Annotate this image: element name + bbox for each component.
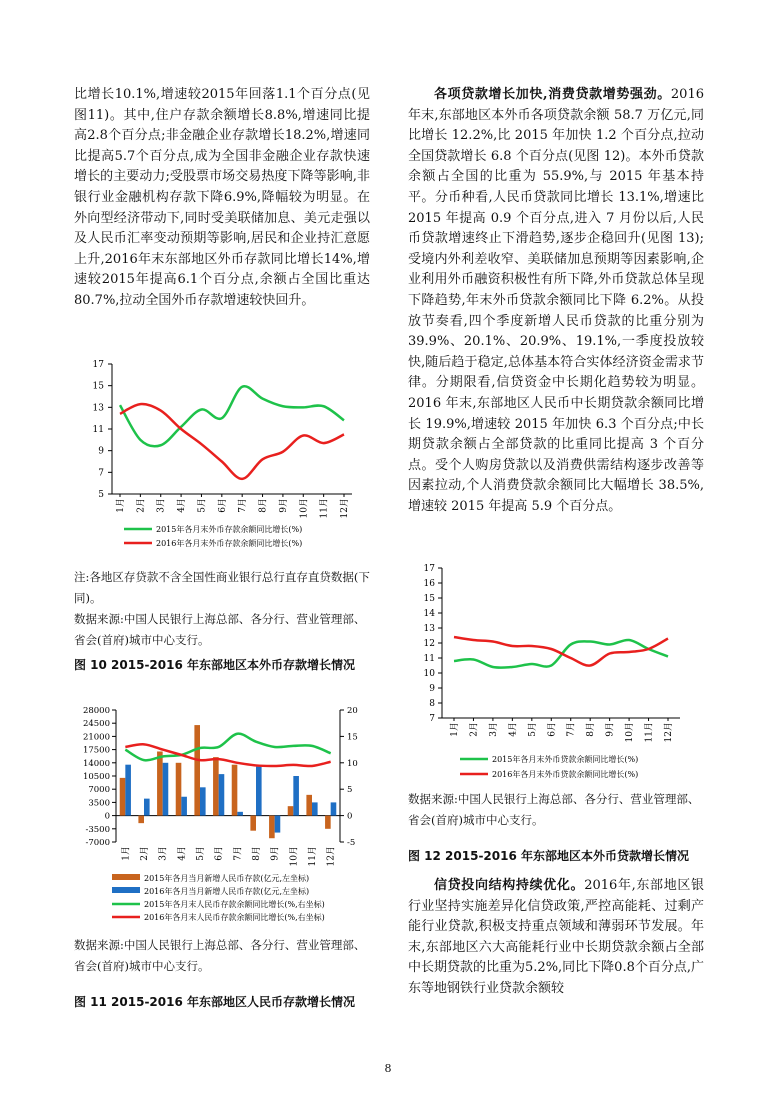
bar	[331, 802, 337, 815]
x-tick-label: 9月	[605, 722, 616, 737]
x-tick-label: 5月	[197, 498, 208, 513]
x-tick-label: 7月	[566, 722, 577, 737]
y-tick-label-right: -5	[347, 838, 356, 848]
bar	[293, 776, 299, 816]
y-tick-label: 17	[92, 360, 104, 370]
x-tick-label: 1月	[450, 722, 460, 737]
y-tick-label: 11	[92, 425, 104, 435]
y-tick-label: 7	[98, 468, 104, 479]
x-tick-label: 10月	[289, 846, 300, 867]
bar	[256, 767, 262, 816]
figure-11-caption: 图 11 2015-2016 年东部地区人民币存款增长情况	[74, 995, 356, 1009]
figure-note: 注:各地区存贷款不含全国性商业银行总行直存直贷数据(下同)。	[74, 570, 370, 605]
legend-label: 2016年各月末人民币存款余额同比增长(%,右坐标)	[144, 913, 325, 922]
y-tick-label-left: 17500	[82, 745, 110, 756]
bar	[138, 816, 144, 824]
bar	[181, 797, 187, 816]
x-tick-label: 2月	[469, 722, 480, 737]
x-tick-label: 6月	[214, 846, 225, 861]
y-tick-label: 11	[423, 654, 435, 664]
y-tick-label: 15	[423, 594, 435, 604]
legend-label: 2015年各月末人民币存款余额同比增长(%,右坐标)	[144, 900, 325, 909]
y-tick-label-right: 15	[347, 732, 358, 743]
y-tick-label-left: 7000	[88, 785, 110, 796]
x-tick-label: 6月	[547, 722, 558, 737]
data-source: 数据来源:中国人民银行上海总部、各分行、营业管理部、省会(首府)城市中心支行。	[74, 612, 366, 647]
chart-svg	[408, 560, 708, 785]
section-heading: 信贷投向结构持续优化。	[434, 878, 585, 893]
bar	[237, 812, 243, 816]
bar	[219, 774, 225, 815]
y-tick-label: 5	[98, 490, 104, 500]
bar	[250, 816, 256, 831]
body-text: 2016年,东部地区银行业坚持实施差异化信贷政策,严控高能耗、过剩产能行业贷款,积极支持重点领域和薄弱环节发展。年末,东部地区六大高能耗行业中长期贷款余额占全部中长期贷款的比重为5.2%,同比下降0.8个百分点,广东等地钢铁行业贷款余额较	[408, 878, 704, 996]
x-tick-label: 10月	[299, 498, 310, 519]
y-tick-label-left: -3500	[85, 824, 110, 835]
x-tick-label: 11月	[319, 498, 330, 519]
y-tick-label: 15	[92, 381, 104, 392]
figure-11-chart	[74, 700, 374, 932]
y-tick-label: 17	[423, 564, 435, 574]
y-tick-label-left: 0	[104, 811, 110, 822]
x-tick-label: 2月	[140, 846, 150, 861]
chart-svg	[74, 352, 374, 557]
y-tick-label-right: 5	[347, 785, 353, 796]
legend-label: 2016年各月末外币存款余额同比增长(%)	[156, 539, 303, 548]
bar	[306, 795, 312, 816]
page-number: 8	[384, 1062, 392, 1075]
bar	[312, 802, 318, 815]
y-tick-label: 16	[423, 579, 435, 589]
x-tick-label: 11月	[308, 846, 318, 867]
x-tick-label: 5月	[196, 846, 206, 861]
y-tick-label: 9	[98, 446, 104, 457]
figure-10-caption: 图 10 2015-2016 年东部地区本外币存款增长情况	[74, 658, 356, 672]
y-tick-label-right: 0	[347, 811, 353, 822]
bar	[275, 816, 281, 833]
bar	[144, 799, 150, 816]
y-tick-label-left: 10500	[82, 772, 110, 782]
y-tick-label-right: 20	[347, 706, 358, 716]
y-tick-label-left: -7000	[85, 838, 110, 848]
y-tick-label: 7	[429, 714, 435, 724]
x-tick-label: 3月	[488, 722, 499, 737]
y-tick-label-left: 28000	[82, 706, 110, 716]
x-tick-label: 2月	[136, 498, 147, 513]
section-paragraph	[408, 85, 704, 517]
bar	[176, 763, 182, 816]
x-tick-label: 4月	[177, 846, 188, 861]
legend-label: 2015年各月当月新增人民币存款(亿元,左坐标)	[144, 874, 310, 883]
x-tick-label: 9月	[278, 498, 289, 513]
x-tick-label: 4月	[508, 722, 519, 737]
legend-label: 2016年各月末外币贷款余额同比增长(%)	[492, 770, 639, 779]
data-source: 数据来源:中国人民银行上海总部、各分行、营业管理部、省会(首府)城市中心支行。	[74, 938, 366, 973]
bar	[269, 816, 275, 839]
data-source: 数据来源:中国人民银行上海总部、各分行、营业管理部、省会(首府)城市中心支行。	[408, 792, 700, 827]
bar	[232, 765, 238, 816]
bar	[200, 787, 206, 815]
x-tick-label: 8月	[252, 846, 262, 861]
x-tick-label: 1月	[116, 498, 126, 513]
bar	[157, 751, 163, 815]
bar	[125, 765, 131, 816]
legend-label: 2015年各月末外币存款余额同比增长(%)	[156, 525, 303, 534]
y-tick-label: 13	[423, 624, 435, 634]
legend-label: 2016年各月当月新增人民币存款(亿元,左坐标)	[144, 887, 310, 896]
x-tick-label: 3月	[158, 846, 169, 861]
legend-swatch	[112, 874, 140, 880]
x-tick-label: 12月	[340, 498, 350, 519]
chart-svg	[74, 700, 374, 932]
series-line	[120, 404, 344, 479]
x-tick-label: 8月	[258, 498, 269, 513]
y-tick-label: 9	[429, 684, 435, 694]
y-tick-label-left: 21000	[82, 732, 110, 743]
section-paragraph	[408, 876, 704, 1000]
y-tick-label-left: 14000	[82, 758, 110, 769]
section-heading: 各项贷款增长加快,消费贷款增势强劲。	[434, 87, 671, 102]
bar	[213, 757, 219, 815]
x-tick-label: 11月	[644, 722, 655, 743]
y-tick-label: 13	[92, 403, 104, 414]
figure-12-chart	[408, 560, 708, 785]
x-tick-label: 12月	[664, 722, 674, 743]
x-tick-label: 7月	[238, 498, 249, 513]
legend-swatch	[112, 887, 140, 893]
figure-12-caption: 图 12 2015-2016 年东部地区本外币贷款增长情况	[408, 849, 690, 863]
y-tick-label: 14	[423, 609, 435, 619]
x-tick-label: 3月	[156, 498, 167, 513]
bar	[163, 763, 169, 816]
x-tick-label: 1月	[121, 846, 132, 861]
bar	[325, 816, 331, 829]
y-tick-label: 8	[429, 699, 435, 709]
y-tick-label-right: 10	[347, 758, 358, 769]
y-tick-label-left: 3500	[88, 798, 110, 809]
x-tick-label: 8月	[586, 722, 597, 737]
figure-10-chart	[74, 352, 374, 557]
bar	[120, 778, 126, 816]
y-tick-label-left: 24500	[82, 719, 110, 730]
x-tick-label: 9月	[270, 846, 281, 861]
legend-label: 2015年各月末外币贷款余额同比增长(%)	[492, 755, 639, 764]
x-tick-label: 7月	[233, 846, 244, 861]
series-line	[125, 744, 330, 766]
x-tick-label: 10月	[625, 722, 636, 743]
bar	[288, 806, 294, 815]
y-tick-label: 10	[423, 669, 435, 679]
x-tick-label: 4月	[177, 498, 188, 513]
y-tick-label: 12	[423, 639, 435, 649]
x-tick-label: 12月	[326, 846, 337, 867]
body-text: 2016 年末,东部地区本外币各项贷款余额 58.7 万亿元,同比增长 12.2%,比 2015 年加快 1.2 个百分点,拉动全国贷款增长 6.8 个百分点(见图 12)。本外币贷款余额占全国的比重为 55.9%,与 2015 年基本持平。分币种看,人民币贷款同比增长 13.1%,增速比 2015 年提高 0.9 个百分点,进入 7 月份以后,人民币贷款增速终止下滑趋势,逐步企稳回升(见图 13);受境内外利差收窄、美联储加息预期等因素影响,企业利用外币融资积极性有所下降,外币贷款总体呈现下降趋势,年末外币贷款余额同比下降 6.2%。从投放节奏看,四个季度新增人民币贷款的比重分别为 39.9%、20.1%、20.9%、19.1%,一季度投放较快,随后趋于稳定,总体基本符合实体经济资金需求节律。分期限看,信贷资金中长期化趋势较为明显。2016 年末,东部地区人民币中长期贷款余额同比增长 19.9%,增速较 2015 年加快 6.3 个百分点;中长期贷款余额占全部贷款的比重同比提高 3 个百分点。受个人购房贷款以及消费供需结构逐步改善等因素拉动,个人消费贷款余额同比大幅增长 38.5%,增速较 2015 年提高 5.9 个百分点。	[408, 87, 704, 514]
bar	[194, 725, 200, 816]
body-paragraph: 比增长10.1%,增速较2015年回落1.1个百分点(见图11)。其中,住户存款余额增长8.8%,增速同比提高2.8个百分点;非金融企业存款增长18.2%,增速同比提高5.7个百分点,成为全国非金融企业存款快速增长的主要动力;受股票市场交易热度下降等影响,非银行业金融机构存款下降6.9%,降幅较为明显。在外向型经济带动下,同时受美联储加息、美元走强以及人民币汇率变动预期等影响,居民和企业持汇意愿上升,2016年末东部地区外币存款同比增长14%,增速较2015年提高6.1个百分点,余额占全国比重达80.7%,拉动全国外币存款增速较快回升。	[74, 87, 370, 308]
x-tick-label: 6月	[217, 498, 228, 513]
x-tick-label: 5月	[527, 722, 538, 737]
